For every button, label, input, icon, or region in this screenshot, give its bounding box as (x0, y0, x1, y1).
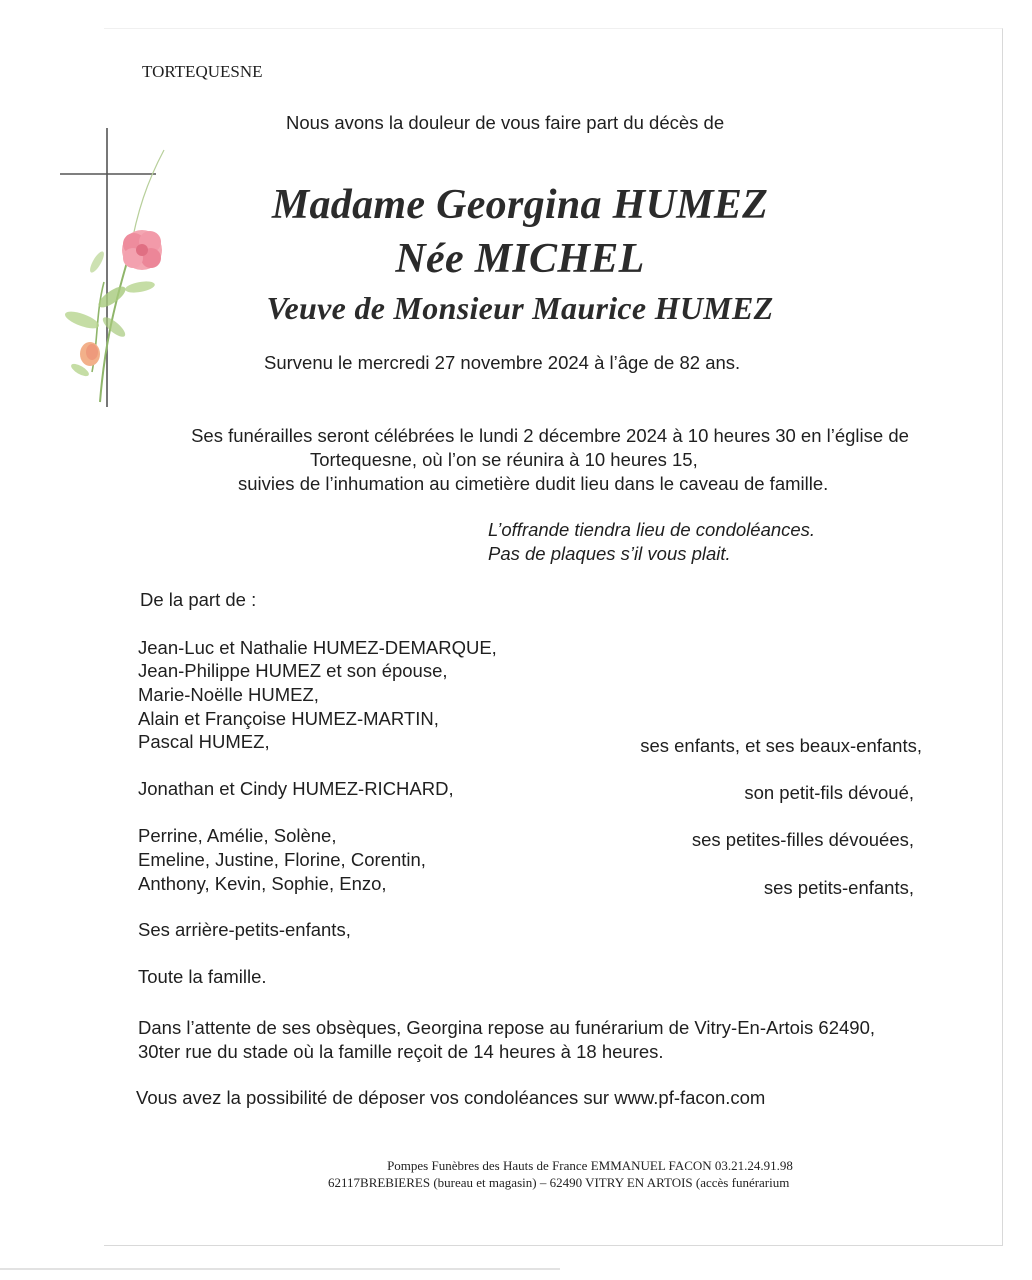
footer-line-1: Pompes Funèbres des Hauts de France EMMANUEL FACON 03.21.24.91.98 (387, 1158, 793, 1173)
offering-request: L’offrande tiendra lieu de condoléances. (488, 519, 816, 540)
child-1: Jean-Luc et Nathalie HUMEZ-DEMARQUE, (138, 637, 497, 658)
great-grandchildren: Ses arrière-petits-enfants, (138, 919, 351, 940)
grandchildren-1: Emeline, Justine, Florine, Corentin, (138, 849, 426, 870)
grandchildren-role: ses petits-enfants, (763, 877, 914, 898)
widow-line: Veuve de Monsieur Maurice HUMEZ (266, 290, 774, 326)
funeral-line-1: Ses funérailles seront célébrées le lundi 2 décembre 2024 à 10 heures 30 en l’église de (191, 425, 909, 446)
scan-edge (0, 1268, 560, 1270)
child-2: Jean-Philippe HUMEZ et son épouse, (138, 660, 448, 681)
from-label: De la part de : (140, 589, 257, 610)
deceased-name: Madame Georgina HUMEZ (271, 182, 769, 228)
condolences-text: Vous avez la possibilité de déposer vos condoléances sur www.pf-facon.com (136, 1087, 766, 1108)
repose-line-2: 30ter rue du stade où la famille reçoit de 14 heures à 18 heures. (138, 1041, 664, 1062)
death-notice: Survenu le mercredi 27 novembre 2024 à l’âge de 82 ans. (264, 352, 741, 373)
child-3: Marie-Noëlle HUMEZ, (138, 684, 319, 705)
funeral-line-3: suivies de l’inhumation au cimetière dudit lieu dans le caveau de famille. (238, 473, 829, 494)
intro-text: Nous avons la douleur de vous faire part du décès de (286, 112, 725, 133)
funeral-line-2: Tortequesne, où l’on se réunira à 10 heures 15, (310, 449, 698, 470)
grandson-role: son petit-fils dévoué, (744, 782, 914, 803)
flower-icon (63, 150, 164, 402)
grandchildren-2: Anthony, Kevin, Sophie, Enzo, (138, 873, 387, 894)
footer-line-2: 62117BREBIERES (bureau et magasin) – 62490 VITRY EN ARTOIS (accès funérarium (328, 1175, 790, 1190)
granddaughters-role: ses petites-filles dévouées, (691, 829, 914, 850)
child-5: Pascal HUMEZ, (138, 731, 270, 752)
town-heading: TORTEQUESNE (142, 62, 263, 81)
whole-family: Toute la famille. (138, 966, 267, 987)
granddaughters: Perrine, Amélie, Solène, (138, 825, 337, 846)
children-role: ses enfants, et ses beaux-enfants, (640, 735, 922, 756)
cross-flower-decoration (52, 122, 182, 412)
maiden-name: Née MICHEL (395, 236, 645, 282)
repose-line-1: Dans l’attente de ses obsèques, Georgina repose au funérarium de Vitry-En-Artois 62490, (138, 1017, 876, 1038)
grandson: Jonathan et Cindy HUMEZ-RICHARD, (138, 778, 454, 799)
child-4: Alain et Françoise HUMEZ-MARTIN, (138, 708, 439, 729)
plaques-request: Pas de plaques s’il vous plait. (488, 543, 731, 564)
